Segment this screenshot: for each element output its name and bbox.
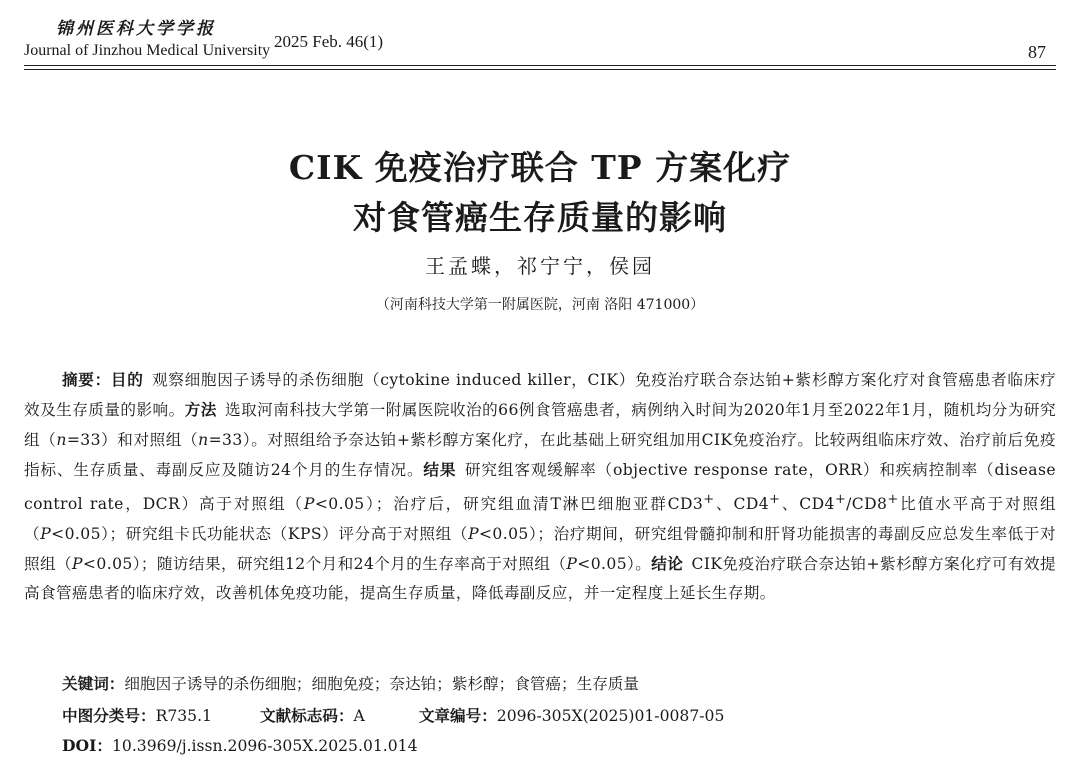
p-symbol: P — [40, 524, 52, 543]
p-symbol: P — [468, 524, 479, 543]
doc-code-value: A — [353, 707, 365, 725]
methods-text-2: =33）和对照组（ — [66, 430, 199, 449]
doi-line — [62, 734, 418, 756]
doi-value: 10.3969/j.issn.2096-305X.2025.01.014 — [112, 737, 418, 755]
keywords-label: 关键词： — [62, 674, 125, 693]
objective-label: 目的 — [110, 370, 144, 389]
abstract-label: 摘要： — [62, 370, 111, 389]
results-text-3: <0.05）；研究组卡氏功能状态（KPS）评分高于对照组（ — [51, 524, 469, 543]
results-cd8: /CD8 — [846, 495, 888, 514]
keywords — [62, 672, 639, 694]
n-symbol: n — [198, 430, 209, 449]
superscript-plus: + — [887, 492, 899, 508]
results-text-2: 比值水平高于对照组（ — [24, 495, 1056, 543]
abstract — [24, 365, 1056, 609]
header-rule-bottom — [24, 69, 1056, 70]
methods-text-1: 选取河南科技大学第一附属医院收治的66例食管癌患者，病例纳入时间为2020年1月至2022年1月，随机均分为研究组（ — [24, 401, 1056, 449]
classification-line — [62, 704, 724, 726]
p-symbol: P — [566, 554, 578, 573]
conclusion-label: 结论 — [651, 553, 684, 573]
authors: 王孟蝶，祁宁宁，侯园 — [425, 254, 655, 278]
results-text-4: <0.05）；治疗期间，研究组骨髓抑制和肝肾功能损害的毒副反应总发生率低于对照组（ — [24, 524, 1056, 573]
results-text-6: <0.05）。 — [577, 554, 652, 573]
clc-label: 中图分类号： — [62, 706, 156, 725]
page-number: 87 — [1028, 42, 1046, 62]
methods-label: 方法 — [184, 400, 217, 420]
conclusion-text: CIK免疫治疗联合奈达铂+紫杉醇方案化疗可有效提高食管癌患者的临床疗效，改善机体免疫功能，提高生存质量，降低毒副反应，并一定程度上延长生存期。 — [24, 554, 1056, 603]
methods-text-3: =33）。对照组给予奈达铂+紫杉醇方案化疗，在此基础上研究组加用CIK免疫治疗。比较两组临床疗效、治疗前后免疫指标、生存质量、毒副反应及随访24个月的生存情况。 — [24, 430, 1056, 479]
n-symbol: n — [56, 430, 67, 449]
article-id-label: 文章编号： — [418, 706, 497, 725]
doi-label: DOI： — [62, 736, 112, 755]
article-title-line1: CIK 免疫治疗联合 TP 方案化疗 — [288, 148, 792, 187]
results-label: 结果 — [423, 459, 457, 479]
results-text-5: <0.05）；随访结果，研究组12个月和24个月的生存率高于对照组（ — [82, 554, 567, 573]
article-title-line2: 对食管癌生存质量的影响 — [353, 198, 727, 237]
superscript-plus: + — [703, 492, 715, 508]
results-p-value: <0.05）；治疗后，研究组血清T淋巴细胞亚群CD3 — [314, 495, 704, 514]
superscript-plus: + — [834, 492, 847, 508]
journal-title-cn: 锦州医科大学学报 — [56, 19, 216, 39]
clc-value: R735.1 — [155, 707, 212, 725]
results-text-1: 研究组客观缓解率（objective response rate，ORR）和疾病控制率（disease control rate，DCR）高于对照组（ — [24, 460, 1056, 514]
header-rule-top — [24, 65, 1056, 66]
p-symbol: P — [303, 495, 315, 514]
keywords-value: 细胞因子诱导的杀伤细胞；细胞免疫；奈达铂；紫杉醇；食管癌；生存质量 — [124, 675, 639, 693]
journal-title-en: Journal of Jinzhou Medical University — [24, 42, 271, 59]
affiliation: （河南科技大学第一附属医院，河南 洛阳 471000） — [375, 297, 705, 313]
results-cd4: 、CD4 — [714, 495, 770, 514]
objective-text: 观察细胞因子诱导的杀伤细胞（cytokine induced killer，CIK）免疫治疗联合奈达铂+紫杉醇方案化疗对食管癌患者临床疗效及生存质量的影响。 — [24, 371, 1057, 420]
p-symbol: P — [72, 554, 83, 573]
results-cd4-ratio: 、CD4 — [780, 495, 835, 514]
doc-code-label: 文献标志码： — [259, 706, 354, 725]
article-id-value: 2096-305X(2025)01-0087-05 — [496, 707, 725, 725]
superscript-plus: + — [769, 492, 781, 508]
journal-issue: 2025 Feb. 46(1) — [274, 32, 384, 51]
